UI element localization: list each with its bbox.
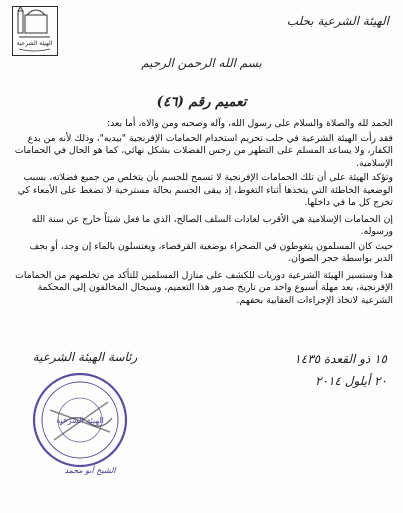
date-gregorian: ٢٠ أيلول ٢٠١٤ xyxy=(315,374,387,388)
logo-text: الهيئة الشرعية xyxy=(16,40,53,47)
document-body xyxy=(10,118,393,309)
signatory-name: الشيخ أبو محمد xyxy=(64,466,116,475)
letterhead-title: الهيئة الشرعية بحلب xyxy=(286,14,389,28)
body-paragraph: فقد رأت الهيئة الشرعية في حلب تحريم استخدام الحمامات الإفرنجية "بيديه"، وذلك لأنه من بدع الكفار، ولا يساعد المسلم على التطهر من رجس الفضلات بشكل نهائي، كما هو الحال في الحمامات الإسلامية. xyxy=(14,132,393,169)
stamp-text: الهيئة الشرعية xyxy=(56,416,104,425)
organization-logo xyxy=(12,6,58,56)
basmala: بسم الله الرحمن الرحيم xyxy=(141,56,262,70)
body-paragraph: حيث كان المسلمون يتغوطون في الصحراء بوضعية القرفصاء، ويغتسلون بالماء إن وجد، أو بحف الدبر بواسطة حجر الصوان. xyxy=(29,240,393,264)
body-paragraph: وتؤكد الهيئة على أن تلك الحمامات الإفرنجية لا تسمح للجسم بأن يتخلص من جميع فضلاته، بسبب الوضعية الخاطئة التي يتخذها أثناء التغوط، إذ يبقى الجسم بحالة مسترخية لا تضغط على الأمعاء كي تخرج كل ما في داخلها. xyxy=(17,172,393,208)
mosque-logo-icon xyxy=(13,7,56,54)
official-stamp xyxy=(30,370,130,470)
circular-number-heading: تعميم رقم (٤٦) xyxy=(156,94,247,110)
signatory-title: رئاسة الهيئة الشرعية xyxy=(32,350,138,364)
date-hijri: ١٥ ذو القعدة ١٤٣٥ xyxy=(294,352,387,366)
body-paragraph: هذا وستسير الهيئة الشرعية دوريات للكشف على منازل المسلمين للتأكد من تخلصهم من الحمامات الإفرنجية، بعد مهلة أسبوع واحد من تاريخ صدور هذا التعميم، وسيحال المخالفون إلى المحكمة الشرعية لاتخاذ الإجراءات العقابية بحقهم. xyxy=(15,269,393,306)
body-paragraph: إن الحمامات الإسلامية هي الأقرب لعادات السلف الصالح، الذي ما فعل شيئاً خارج عن سنة الله ورسوله. xyxy=(31,213,393,237)
body-paragraph-opening: الحمد لله والصلاة والسلام على رسول الله، وآله وصحبه ومن والاه، أما بعد: xyxy=(107,118,393,129)
